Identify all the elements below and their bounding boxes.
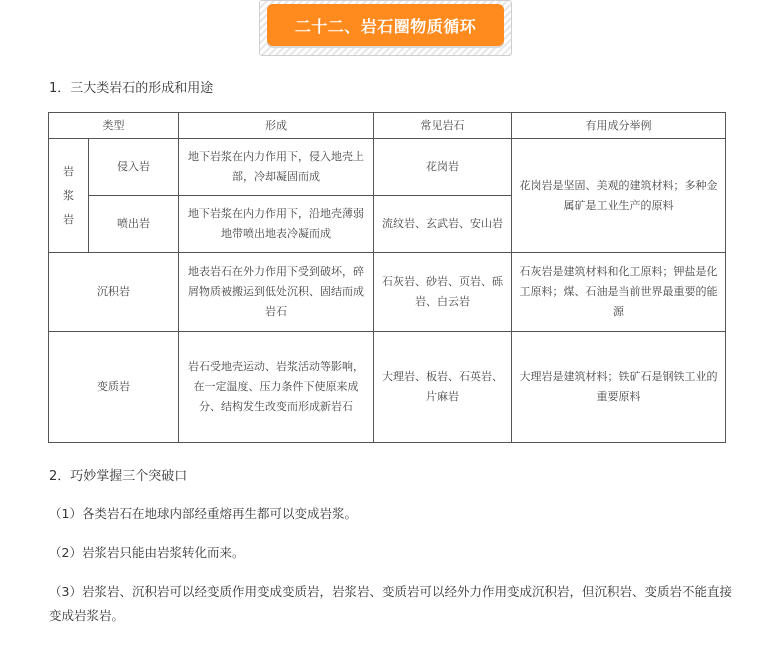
table-row-metamorphic <box>49 332 726 443</box>
formation-sedimentary: 地表岩石在外力作用下受到破坏，碎屑物质被搬运到低处沉积、固结而成岩石 <box>179 253 374 332</box>
type-extrusive: 喷出岩 <box>89 196 179 253</box>
examples-extrusive: 流纹岩、玄武岩、安山岩 <box>374 196 512 253</box>
header-formation: 形成 <box>179 113 374 139</box>
point-1: （1）各类岩石在地球内部经重熔再生都可以变成岩浆。 <box>49 506 357 521</box>
uses-metamorphic: 大理岩是建筑材料；铁矿石是钢铁工业的重要原料 <box>512 332 726 443</box>
formation-metamorphic: 岩石受地壳运动、岩浆活动等影响，在一定温度、压力条件下使原来成分、结构发生改变而形成新岩石 <box>179 332 374 443</box>
type-metamorphic: 变质岩 <box>49 332 179 443</box>
rock-types-table <box>48 112 726 443</box>
point-2: （2）岩浆岩只能由岩浆转化而来。 <box>49 545 245 560</box>
type-sedimentary: 沉积岩 <box>49 253 179 332</box>
header-type: 类型 <box>49 113 179 139</box>
formation-extrusive: 地下岩浆在内力作用下，沿地壳薄弱地带喷出地表冷凝而成 <box>179 196 374 253</box>
uses-sedimentary: 石灰岩是建筑材料和化工原料；钾盐是化工原料；煤、石油是当前世界最重要的能源 <box>512 253 726 332</box>
section-1-heading: 1．三大类岩石的形成和用途 <box>49 81 214 96</box>
section-2-heading: 2．巧妙掌握三个突破口 <box>49 469 188 484</box>
examples-intrusive: 花岗岩 <box>374 139 512 196</box>
examples-metamorphic: 大理岩、板岩、石英岩、片麻岩 <box>374 332 512 443</box>
type-intrusive: 侵入岩 <box>89 139 179 196</box>
uses-igneous: 花岗岩是坚固、美观的建筑材料；多种金属矿是工业生产的原料 <box>512 139 726 253</box>
igneous-char-3: 岩 <box>63 212 74 226</box>
table-row-intrusive <box>49 139 726 196</box>
point-3: （3）岩浆岩、沉积岩可以经变质作用变成变质岩，岩浆岩、变质岩可以经外力作用变成沉积岩，但沉积岩、变质岩不能直接变成岩浆岩。 <box>49 584 732 623</box>
header-uses: 有用成分举例 <box>512 113 726 139</box>
igneous-rock-label <box>49 139 89 253</box>
formation-intrusive: 地下岩浆在内力作用下，侵入地壳上部，冷却凝固而成 <box>179 139 374 196</box>
igneous-char-1: 岩 <box>63 164 74 178</box>
igneous-char-2: 浆 <box>63 188 74 202</box>
table-row-sedimentary <box>49 253 726 332</box>
page-title: 二十二、岩石圈物质循环 <box>267 4 504 46</box>
title-banner <box>259 0 512 56</box>
table-header-row <box>49 113 726 139</box>
header-common-rocks: 常见岩石 <box>374 113 512 139</box>
examples-sedimentary: 石灰岩、砂岩、页岩、砾岩、白云岩 <box>374 253 512 332</box>
